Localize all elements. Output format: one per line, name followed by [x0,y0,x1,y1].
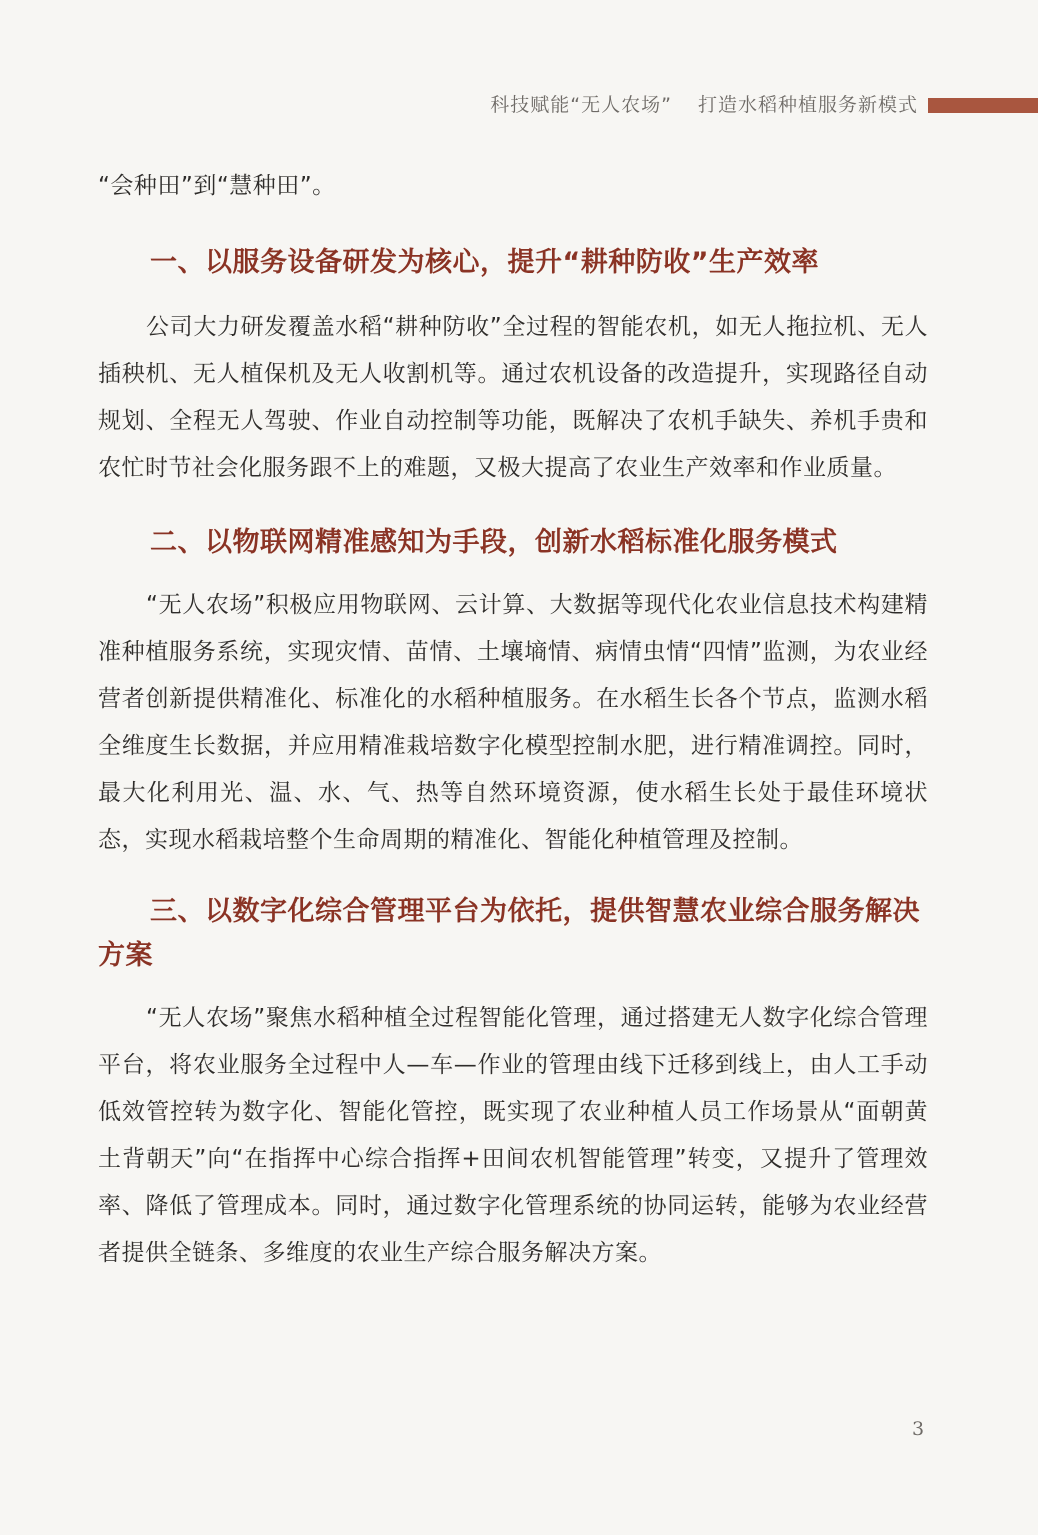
running-header-right: 打造水稻种植服务新模式 [697,94,918,116]
page-number: 3 [912,1418,925,1440]
section-1-body: 公司大力研发覆盖水稻“耕种防收”全过程的智能农机，如无人拖拉机、无人插秧机、无人植保机及无人收割机等。通过农机设备的改造提升，实现路径自动规划、全程无人驾驶、作业自动控制等功能，既解决了农机手缺失、养机手贵和农忙时节社会化服务跟不上的难题，又极大提高了农业生产效率和作业质量。 [98,314,928,481]
intro-line: “会种田”到“慧种田”。 [98,173,336,199]
running-header [0,90,1038,120]
section-3-body: “无人农场”聚焦水稻种植全过程智能化管理，通过搭建无人数字化综合管理平台，将农业服务全过程中人—车—作业的管理由线下迁移到线上，由人工手动低效管控转为数字化、智能化管控，既实现了农业种植人员工作场景从“面朝黄土背朝天”向“在指挥中心综合指挥+田间农机智能管理”转变，又提升了管理效率、降低了管理成本。同时，通过数字化管理系统的协同运转，能够为农业经营者提供全链条、多维度的农业生产综合服务解决方案。 [98,1005,928,1266]
running-header-left: 科技赋能“无人农场” [490,94,672,116]
section-2-heading: 二、以物联网精准感知为手段，创新水稻标准化服务模式 [150,527,838,558]
section-2-body: “无人农场”积极应用物联网、云计算、大数据等现代化农业信息技术构建精准种植服务系统，实现灾情、苗情、土壤墒情、病情虫情“四情”监测，为农业经营者创新提供精准化、标准化的水稻种植服务。在水稻生长各个节点，监测水稻全维度生长数据，并应用精准栽培数字化模型控制水肥，进行精准调控。同时，最大化利用光、温、水、气、热等自然环境资源，使水稻生长处于最佳环境状态，实现水稻栽培整个生命周期的精准化、智能化种植管理及控制。 [98,592,928,853]
page-content [98,163,928,1277]
section-3-heading: 三、以数字化综合管理平台为依托，提供智慧农业综合服务解决方案 [98,896,920,971]
running-header-text [490,90,918,120]
section-1-heading: 一、以服务设备研发为核心，提升“耕种防收”生产效率 [150,247,819,278]
header-accent-bar [928,98,1038,113]
